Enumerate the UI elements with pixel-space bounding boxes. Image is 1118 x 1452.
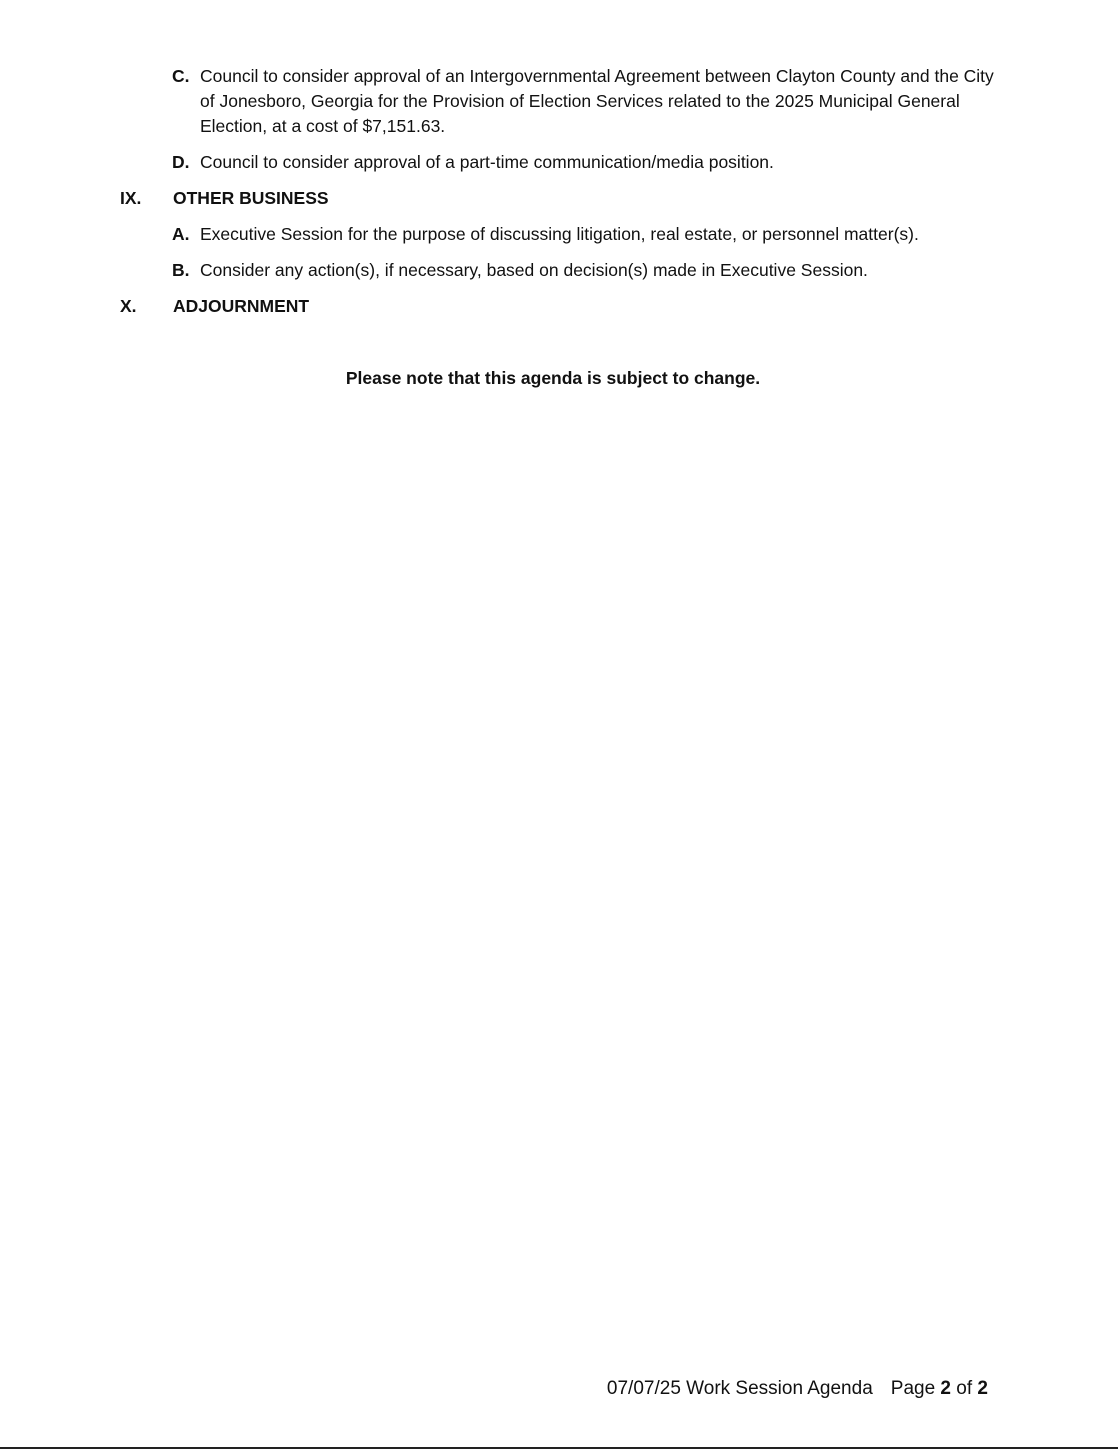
item-text: Executive Session for the purpose of discussing litigation, real estate, or personnel matter(s). <box>200 224 919 244</box>
section-number: IX. <box>120 188 142 208</box>
item-letter: A. <box>172 224 190 244</box>
footer-page-word: Page <box>890 1378 936 1399</box>
agenda-item-ix-a <box>172 222 1002 247</box>
footer-of-word: of <box>956 1378 973 1399</box>
agenda-item-c <box>172 64 1002 139</box>
item-text: Council to consider approval of an Intergovernmental Agreement between Clayton County and the City of Jonesboro, Georgia for the Provision of Election Services related to the 2025 Municipal General Election, at a cost of $7,151.63. <box>200 66 994 136</box>
item-text: Council to consider approval of a part-time communication/media position. <box>200 152 774 172</box>
agenda-item-d <box>172 150 1002 175</box>
page-bottom-edge <box>0 1447 1118 1449</box>
item-letter: D. <box>172 152 190 172</box>
agenda-change-note: Please note that this agenda is subject to change. <box>345 368 761 388</box>
item-text: Consider any action(s), if necessary, based on decision(s) made in Executive Session. <box>200 260 868 280</box>
item-letter: B. <box>172 260 190 280</box>
agenda-item-ix-b <box>172 258 1002 283</box>
section-number: X. <box>120 296 137 316</box>
footer-doc-label: 07/07/25 Work Session Agenda <box>606 1378 873 1399</box>
section-title: OTHER BUSINESS <box>173 188 329 208</box>
page-footer <box>607 1377 988 1401</box>
section-title: ADJOURNMENT <box>173 296 310 316</box>
footer-page-current: 2 <box>940 1378 951 1399</box>
footer-page-total: 2 <box>977 1378 988 1399</box>
item-letter: C. <box>172 66 190 86</box>
